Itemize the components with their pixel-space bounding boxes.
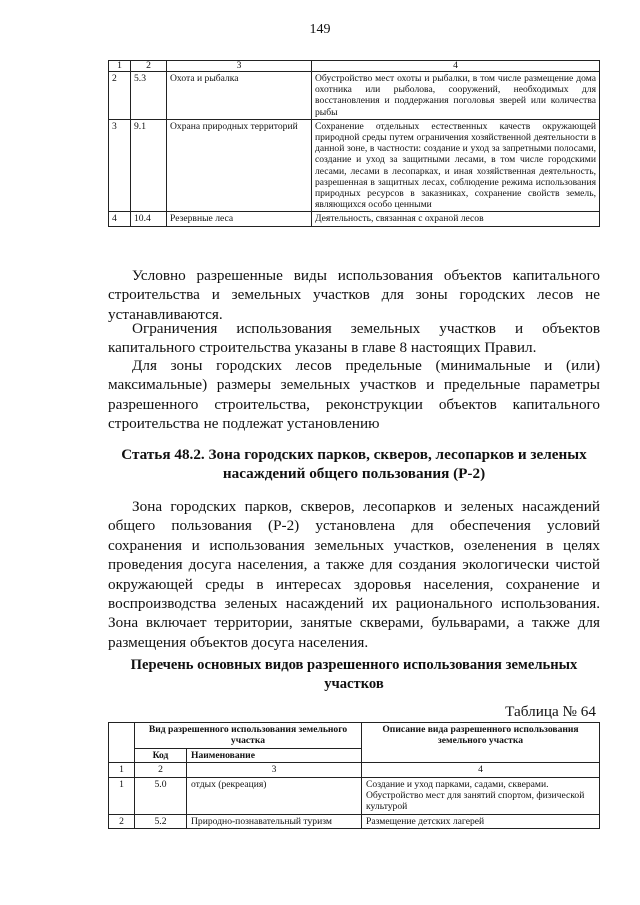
column-number-4: 4 — [312, 61, 600, 72]
row-number: 4 — [109, 212, 131, 226]
row-name: Резервные леса — [167, 212, 312, 226]
row-code: 10.4 — [131, 212, 167, 226]
column-number-3: 3 — [167, 61, 312, 72]
column-number-1: 1 — [109, 763, 135, 777]
row-number: 3 — [109, 119, 131, 212]
row-number: 2 — [109, 72, 131, 120]
paragraph-limit-parameters: Для зоны городских лесов предельные (минимальные и (или) максимальные) размеры земельных участков и предельные параметры разрешенного строительства, реконструкции объектов капитального строительства не подлежат установлению — [108, 357, 600, 433]
header-empty-cell — [109, 723, 135, 763]
row-code: 9.1 — [131, 119, 167, 212]
row-name: Охота и рыбалка — [167, 72, 312, 120]
row-description: Сохранение отдельных естественных качеств окружающей природной среды путем ограничения хозяйственной деятельности в данной зоне, в частности: создание и уход за запретными полосами, создание и уход за защитными лесами, в том числе городскими лесами, лесами в лесопарках, и иная хозяйственная деятельность, разрешенная в защитных лесах, соблюдение режима использования природных ресурсов в заказниках, сохранение свойств земель, являющихся особо ценными — [312, 119, 600, 212]
header-land-use-type: Вид разрешенного использования земельного участка — [135, 723, 362, 749]
land-use-table-64 — [108, 722, 600, 829]
row-description: Размещение детских лагерей — [362, 814, 600, 828]
column-number-2: 2 — [135, 763, 187, 777]
row-name: Охрана природных территорий — [167, 119, 312, 212]
row-description: Обустройство мест охоты и рыбалки, в том числе размещение дома охотника или рыболова, сооружений, необходимых для восстановления и поддержания поголовья зверей или количества рыбы — [312, 72, 600, 120]
table-header-row — [109, 723, 600, 749]
paragraph-conditional-uses: Условно разрешенные виды использования объектов капитального строительства и земельных участков для зоны городских лесов не устанавливаются. — [108, 267, 600, 323]
header-code: Код — [135, 748, 187, 762]
table-label: Таблица № 64 — [505, 703, 596, 720]
table-column-numbers — [109, 763, 600, 777]
column-number-2: 2 — [131, 61, 167, 72]
table-row — [109, 814, 600, 828]
table-row — [109, 212, 600, 226]
list-title: Перечень основных видов разрешенного использования земельных участков — [130, 657, 578, 692]
table-header-row — [109, 61, 600, 72]
column-number-4: 4 — [362, 763, 600, 777]
land-use-table-continued — [108, 60, 600, 227]
header-description: Описание вида разрешенного использования земельного участка — [362, 723, 600, 763]
table-row — [109, 777, 600, 814]
table-row — [109, 119, 600, 212]
column-number-3: 3 — [187, 763, 362, 777]
page-number: 149 — [309, 22, 331, 37]
row-name: отдых (рекреация) — [187, 777, 362, 814]
header-name: Наименование — [187, 748, 362, 762]
table-row — [109, 72, 600, 120]
paragraph-restrictions: Ограничения использования земельных участков и объектов капитального строительства указаны в главе 8 настоящих Правил. — [108, 320, 600, 357]
article-title: Статья 48.2. Зона городских парков, скверов, лесопарков и зеленых насаждений общего пользования (Р-2) — [121, 446, 587, 483]
article-body: Зона городских парков, скверов, лесопарков и зеленых насаждений общего пользования (Р-2) установлена для обеспечения условий сохранения и использования земельных участков, озеленения в целях проведения досуга населения, а также для создания экологически чистой окружающей среды в интересах здоровья населения, сохранение и воспроизводства зеленых насаждений их рационального использования. Зона включает территории, занятые скверами, бульварами, а также для размещения объектов досуга населения. — [108, 498, 600, 651]
row-number: 1 — [109, 777, 135, 814]
row-description: Деятельность, связанная с охраной лесов — [312, 212, 600, 226]
row-code: 5.0 — [135, 777, 187, 814]
column-number-1: 1 — [109, 61, 131, 72]
row-code: 5.3 — [131, 72, 167, 120]
row-number: 2 — [109, 814, 135, 828]
row-name: Природно-познавательный туризм — [187, 814, 362, 828]
row-description: Создание и уход парками, садами, скверами. Обустройство мест для занятий спортом, физической культурой — [362, 777, 600, 814]
row-code: 5.2 — [135, 814, 187, 828]
